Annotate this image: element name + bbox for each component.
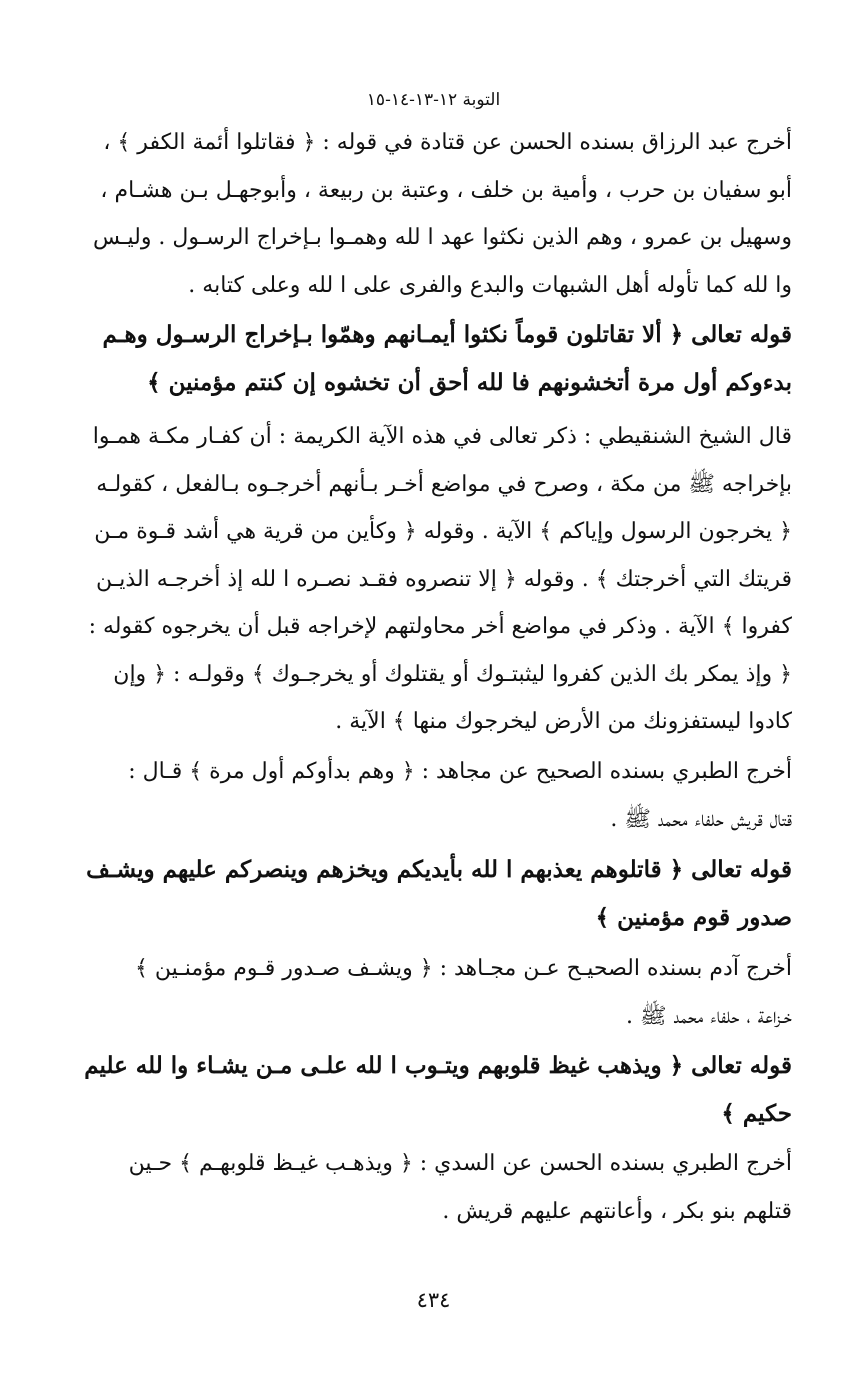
text-line: وسهيل بن عمرو ، وهم الذين نكثوا عهد ا لله وهمـوا بـإخراج الرسـول . وليـس xyxy=(92,225,792,250)
text-line: قتلهم بنو بكر ، وأعانتهم عليهم قريش . xyxy=(442,1198,792,1224)
paragraph-adam-mujahid xyxy=(78,945,792,1040)
text-line: ﴿ يخرجون الرسول وإياكم ﴾ الآية . وقوله ﴿ وكأين من قرية هي أشد قـوة مـن xyxy=(94,519,792,544)
text-line: قريتك التي أخرجتك ﴾ . وقوله ﴿ إلا تنصروه فقـد نصـره ا لله إذ أخرجـه الذيـن xyxy=(96,566,792,592)
paragraph-shanqiti xyxy=(78,413,792,746)
verse-heading-15 xyxy=(78,1042,792,1138)
text-line: خـزاعة ، حلفاء محمد ﷺ . xyxy=(625,1003,792,1029)
text-line: بإخراجه ﷺ من مكة ، وصرح في مواضع أخـر بـأنهم أخرجـوه بـالفعل ، كقولـه xyxy=(96,471,792,497)
text-line: أخرج الطبري بسنده الصحيح عن مجاهد : ﴿ وهم بدأوكم أول مرة ﴾ قـال : xyxy=(128,759,792,784)
paragraph-tabari-mujahid xyxy=(78,748,792,843)
paragraph-tabari-suddi xyxy=(78,1140,792,1235)
text-line: قتال قريش حلفاء محمد ﷺ . xyxy=(610,806,792,832)
text-line: كادوا ليستفزونك من الأرض ليخرجوك منها ﴾ الآية . xyxy=(335,709,792,734)
paragraph-abdulrazzaq xyxy=(78,119,792,309)
text-line: ﴿ وإذ يمكر بك الذين كفروا ليثبتـوك أو يقتلوك أو يخرجـوك ﴾ وقولـه : ﴿ وإن xyxy=(113,661,792,687)
text-line: كفروا ﴾ الآية . وذكر في مواضع أخر محاولتهم لإخراجه قبل أن يخرجوه كقوله : xyxy=(88,614,792,639)
text-line: أخرج الطبري بسنده الحسن عن السدي : ﴿ ويذهـب غيـظ قلوبهـم ﴾ حـين xyxy=(128,1151,792,1176)
text-line: أبو سفيان بن حرب ، وأمية بن خلف ، وعتبة بن ربيعة ، وأبوجهـل بـن هشـام ، xyxy=(100,177,792,203)
text-line: أخرج آدم بسنده الصحيـح عـن مجـاهد : ﴿ ويشـف صـدور قـوم مؤمنـين ﴾ xyxy=(134,956,792,981)
verse-line: بدءوكم أول مرة أتخشونهم فا لله أحق أن تخشوه إن كنتم مؤمنين ﴾ xyxy=(147,369,792,396)
verse-heading-14 xyxy=(78,846,792,942)
verse-line: قوله تعالى ﴿ ألا تقاتلون قوماً نكثوا أيمـانهم وهمّوا بـإخراج الرسـول وهـم xyxy=(102,321,792,348)
text-line: قال الشيخ الشنقيطي : ذكر تعالى في هذه الآية الكريمة : أن كفـار مكـة همـوا xyxy=(92,424,792,449)
verse-heading-13 xyxy=(78,311,792,407)
text-line: أخرج عبد الرزاق بسنده الحسن عن قتادة في قوله : ﴿ فقاتلوا أئمة الكفر ﴾ ، xyxy=(103,130,792,155)
page-number: ٤٣٤ xyxy=(416,1288,451,1312)
verse-line: حكيم ﴾ xyxy=(721,1100,792,1127)
text-line: وا لله كما تأوله أهل الشبهات والبدع والفرى على ا لله وعلى كتابه . xyxy=(188,272,792,298)
verse-line: صدور قوم مؤمنين ﴾ xyxy=(595,904,792,931)
verse-line: قوله تعالى ﴿ ويذهب غيظ قلوبهم ويتـوب ا لله علـى مـن يشـاء وا لله عليم xyxy=(84,1052,792,1079)
running-header: التوبة ١٢-١٣-١٤-١٥ xyxy=(366,90,501,110)
verse-line: قوله تعالى ﴿ قاتلوهم يعذبهم ا لله بأيديكم ويخزهم وينصركم عليهم ويشـف xyxy=(86,856,792,883)
